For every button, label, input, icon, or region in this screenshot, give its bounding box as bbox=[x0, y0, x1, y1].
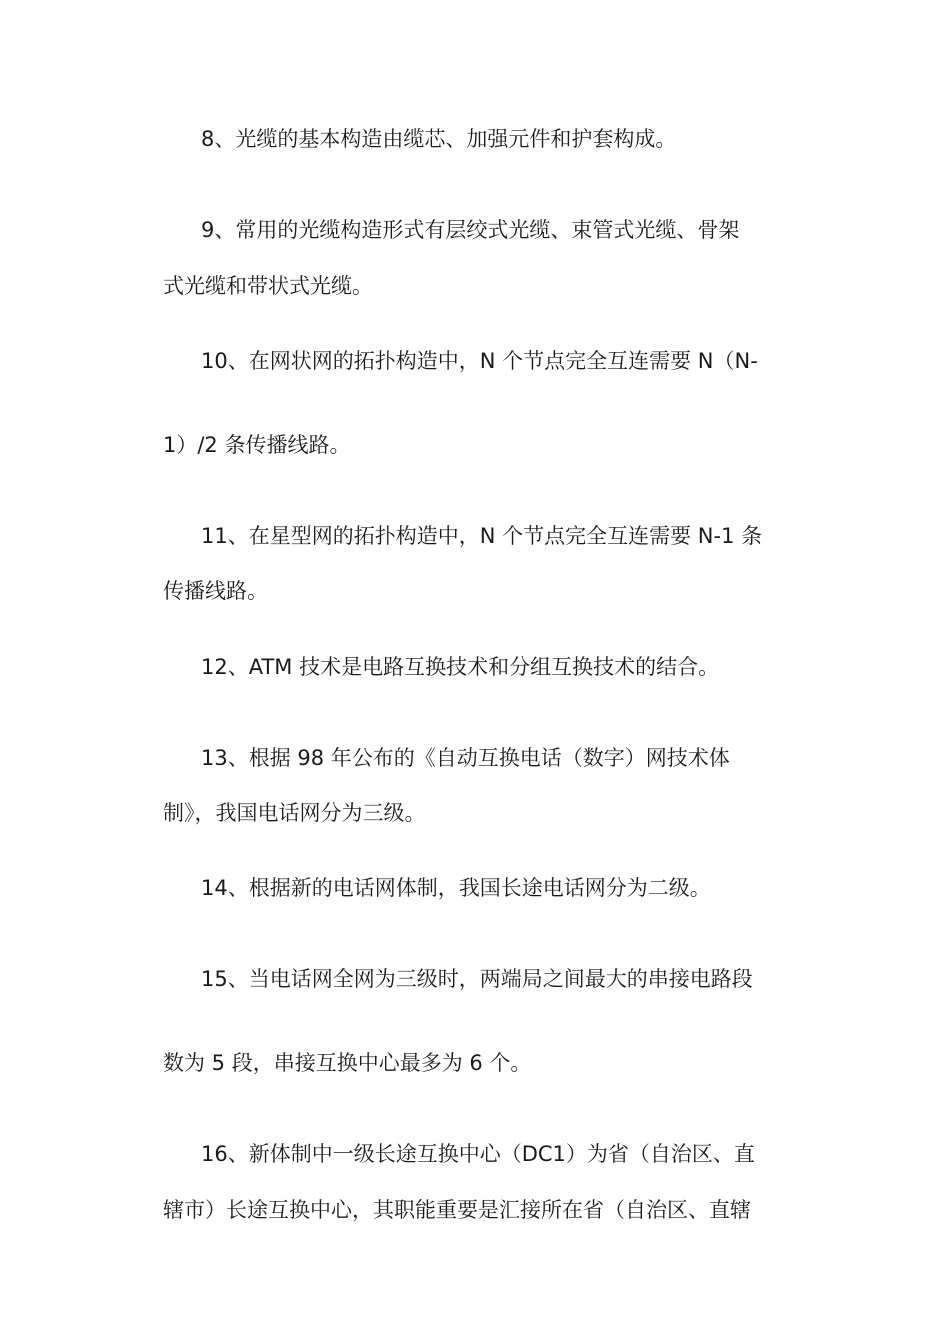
paragraph-16-line-2: 辖市）长途互换中心，其职能重要是汇接所在省（自治区、直辖 bbox=[163, 1198, 751, 1222]
paragraph-12-line-1: 12、ATM 技术是电路互换技术和分组互换技术的结合。 bbox=[201, 655, 720, 679]
paragraph-15-line-2: 数为 5 段，串接互换中心最多为 6 个。 bbox=[163, 1051, 532, 1075]
paragraph-15-line-1: 15、当电话网全网为三级时，两端局之间最大的串接电路段 bbox=[201, 967, 753, 991]
paragraph-9-line-2: 式光缆和带状式光缆。 bbox=[163, 274, 373, 298]
paragraph-16-line-1: 16、新体制中一级长途互换中心（DC1）为省（自治区、直 bbox=[201, 1142, 755, 1166]
paragraph-13-line-2: 制》，我国电话网分为三级。 bbox=[163, 801, 426, 825]
paragraph-8-line-1: 8、光缆的基本构造由缆芯、加强元件和护套构成。 bbox=[201, 127, 677, 151]
paragraph-11-line-2: 传播线路。 bbox=[163, 579, 268, 603]
paragraph-13-line-1: 13、根据 98 年公布的《自动互换电话（数字）网技术体 bbox=[201, 746, 730, 770]
paragraph-9-line-1: 9、常用的光缆构造形式有层绞式光缆、束管式光缆、骨架 bbox=[201, 218, 740, 242]
paragraph-11-line-1: 11、在星型网的拓扑构造中，N 个节点完全互连需要 N-1 条 bbox=[201, 524, 763, 548]
paragraph-10-line-1: 10、在网状网的拓扑构造中，N 个节点完全互连需要 N（N- bbox=[201, 349, 758, 373]
paragraph-10-line-2: 1）/2 条传播线路。 bbox=[163, 433, 351, 457]
paragraph-14-line-1: 14、根据新的电话网体制，我国长途电话网分为二级。 bbox=[201, 876, 711, 900]
